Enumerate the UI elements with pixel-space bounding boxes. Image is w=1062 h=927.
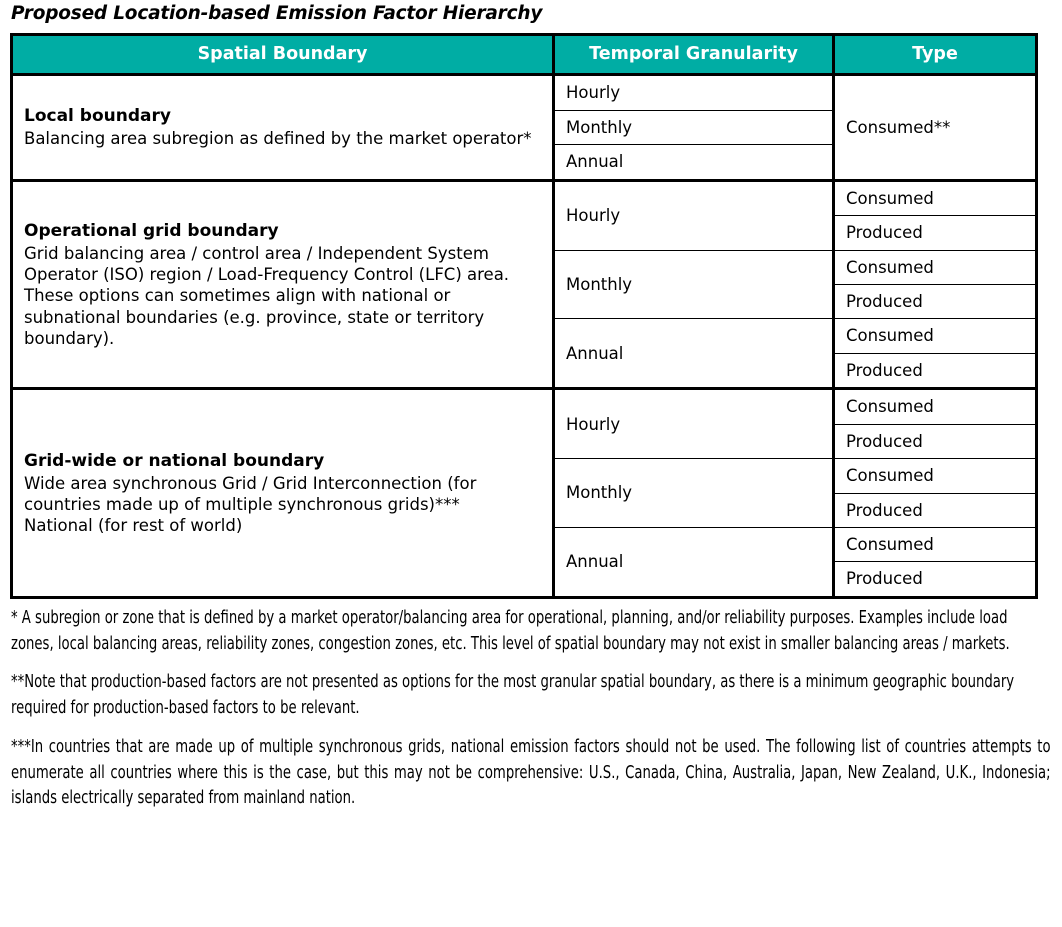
spatial-boundary-cell: [12, 389, 554, 598]
footnote: ***In countries that are made up of multiple synchronous grids, national emission factors should not be used. The following list of countries attempts to enumerate all countries where this is the case, but this may not be comprehensive: U.S., Canada, China, Australia, Japan, New Zealand, U.K., Indonesia; islands electrically separated from mainland nation.: [11, 736, 1051, 809]
type-cell: Consumed: [834, 528, 1037, 562]
type-cell: Consumed: [834, 389, 1037, 424]
footnote: **Note that production-based factors are not presented as options for the most granular spatial boundary, as there is a minimum geographic boundary required for production-based factors to be relevant.: [11, 672, 1015, 719]
emission-factor-hierarchy-table: [10, 33, 1038, 599]
temporal-granularity-cell: Annual: [554, 319, 834, 389]
temporal-granularity-cell: Hourly: [554, 389, 834, 459]
temporal-granularity-cell: Hourly: [554, 75, 834, 110]
type-cell: Consumed: [834, 459, 1037, 493]
page-title: Proposed Location-based Emission Factor Hierarchy: [11, 3, 543, 24]
column-header-temporal-granularity: Temporal Granularity: [554, 35, 834, 75]
footnotes-block: [10, 599, 1052, 812]
spatial-boundary-description: These options can sometimes align with national or subnational boundaries (e.g. province, state or territory boundary).: [24, 286, 485, 349]
type-cell: Produced: [834, 424, 1037, 458]
temporal-granularity-cell: Monthly: [554, 110, 834, 144]
column-header-spatial-boundary: Spatial Boundary: [12, 35, 554, 75]
temporal-granularity-cell: Annual: [554, 528, 834, 598]
table-header-row: [12, 35, 1037, 75]
spatial-boundary-description: Balancing area subregion as defined by the market operator*: [24, 129, 532, 149]
type-cell: Consumed: [834, 250, 1037, 284]
type-cell: Produced: [834, 493, 1037, 527]
type-cell: Consumed: [834, 319, 1037, 353]
spatial-boundary-description: Wide area synchronous Grid / Grid Interconnection (for countries made up of multiple synchronous grids)***: [24, 473, 477, 514]
temporal-granularity-cell: Monthly: [554, 250, 834, 319]
footnote: * A subregion or zone that is defined by a market operator/balancing area for operational, planning, and/or reliability purposes. Examples include load zones, local balancing areas, reliability zones, congestion zones, etc. This level of spatial boundary may not exist in smaller balancing areas / markets.: [11, 607, 1010, 654]
type-cell: Consumed: [834, 180, 1037, 215]
temporal-granularity-cell: Hourly: [554, 180, 834, 250]
spatial-boundary-title: Grid-wide or national boundary: [24, 450, 325, 471]
table-body: [12, 75, 1037, 598]
temporal-granularity-cell: Monthly: [554, 459, 834, 528]
temporal-granularity-cell: Annual: [554, 145, 834, 180]
spatial-boundary-title: Local boundary: [24, 106, 171, 127]
spatial-boundary-cell: [12, 75, 554, 180]
spatial-boundary-cell: [12, 180, 554, 389]
table-row: [12, 75, 1037, 110]
type-cell: Produced: [834, 562, 1037, 597]
type-cell: Produced: [834, 216, 1037, 250]
table-row: [12, 180, 1037, 215]
spatial-boundary-description: National (for rest of world): [24, 516, 243, 536]
spatial-boundary-title: Operational grid boundary: [24, 220, 279, 241]
type-cell: Produced: [834, 284, 1037, 318]
type-cell: Produced: [834, 353, 1037, 388]
spatial-boundary-description: Grid balancing area / control area / Independent System Operator (ISO) region / Load-Frequency Control (LFC) area.: [24, 243, 510, 284]
type-cell: Consumed**: [834, 75, 1037, 180]
table-row: [12, 389, 1037, 424]
column-header-type: Type: [834, 35, 1037, 75]
